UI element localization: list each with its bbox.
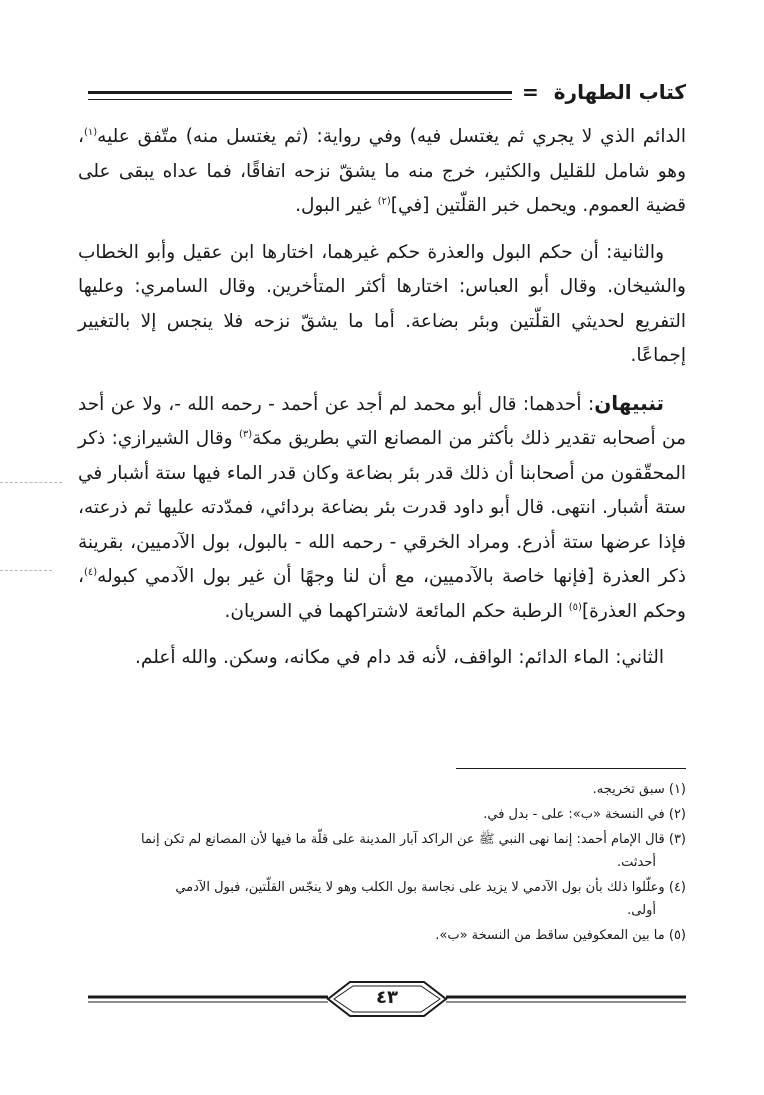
footnote-ref-2[interactable]: (٢) <box>377 195 391 207</box>
footnote-number: (٢) <box>668 807 686 822</box>
footnote-ref-5[interactable]: (٥) <box>568 601 582 613</box>
chapter-title-text: كتاب الطهارة <box>553 80 686 104</box>
paragraph-3 <box>78 386 686 630</box>
chapter-title <box>512 78 686 106</box>
tanbihan-label: تنبيهان <box>594 390 664 415</box>
footnote-3 <box>78 828 686 874</box>
footnote-text: سبق تخريجه. <box>592 782 665 797</box>
footnote-number: (٣) <box>668 832 686 847</box>
footnote-4 <box>78 876 686 922</box>
footnote-continuation: أحدثت. <box>617 855 656 870</box>
paragraph-1 <box>78 120 686 224</box>
paragraph-3-c: ، وحكم العذرة] <box>78 566 686 622</box>
footnote-number: (٥) <box>668 928 686 943</box>
paragraph-3-a: : أحدهما: قال أبو محمد لم أجد عن أحمد - رحمه الله -، ولا عن أحد من أصحابه تقدير ذلك بأكثر من المصانع التي بطريق مكة <box>78 393 686 449</box>
main-text <box>78 120 686 688</box>
header-dash: = <box>522 80 539 104</box>
scan-mark <box>0 570 52 571</box>
footnote-text: ما بين المعكوفين ساقط من النسخة «ب». <box>435 928 665 943</box>
footnote-text: وعلّلوا ذلك بأن بول الآدمي لا يزيد على نجاسة بول الكلب وهو لا ينجّس القلّتين، فبول الآدمي <box>175 880 665 895</box>
paragraph-3-d: الرطبة حكم المائعة لاشتراكهما في السريان. <box>224 600 569 622</box>
footnote-ref-3[interactable]: (٣) <box>238 428 253 440</box>
footnote-separator <box>456 768 686 769</box>
paragraph-1-end: غير البول. <box>295 195 378 216</box>
paragraph-3-b: وقال الشيرازي: ذكر المحقّقون من أصحابنا أن ذلك قدر بئر بضاعة وكان قدر الماء فيها ستة أشبار في ستة أشبار. انتهى. قال أبو داود قدرت بئر بضاعة بردائي، فمدّدته عليها ثم ذرعته، فإذا عرضها ستة أذرع. ومراد الخرقي - رحمه الله - بالبول، بول الآدميين، بقرينة ذكر العذرة [فإنها خاصة بالآدميين، مع أن لنا وجهًا أن غير بول الآدمي كبوله <box>78 428 686 587</box>
footnote-ref-1[interactable]: (١) <box>83 126 98 138</box>
footnote-number: (٤) <box>668 880 686 895</box>
page-number: ٤٣ <box>376 987 398 1008</box>
footnotes <box>78 778 686 949</box>
footnote-1 <box>78 778 686 801</box>
footnote-number: (١) <box>668 782 686 797</box>
paragraph-4 <box>78 641 686 676</box>
paragraph-1-cont: ، وهو شامل للقليل والكثير، خرج منه ما يشقّ نزحه اتفاقًا، فما عداه يبقى على قضية العموم. ويحمل خبر القلّتين [في] <box>78 126 686 216</box>
footnote-2 <box>78 803 686 826</box>
footnote-continuation: أولى. <box>627 903 656 918</box>
paragraph-1-text: الدائم الذي لا يجري ثم يغتسل فيه) وفي رواية: (ثم يغتسل منه) متّفق عليه <box>97 126 686 147</box>
footnote-5 <box>78 924 686 947</box>
scan-mark <box>0 482 62 483</box>
page-footer <box>88 980 686 1020</box>
footnote-ref-4[interactable]: (٤) <box>83 566 98 578</box>
paragraph-2 <box>78 236 686 374</box>
footnote-text: في النسخة «ب»: على - بدل في. <box>483 807 665 822</box>
running-header <box>88 78 686 110</box>
footnote-text: قال الإمام أحمد: إنما نهى النبي ﷺ عن الراكد آبار المدينة على قلّة ما فيها لأن المصانع لم تكن إنما <box>140 832 665 847</box>
paragraph-4-text: الثاني: الماء الدائم: الواقف، لأنه قد دام في مكانه، وسكن. والله أعلم. <box>135 647 664 668</box>
paragraph-2-text: والثانية: أن حكم البول والعذرة حكم غيرهما، اختارها ابن عقيل وأبو الخطاب والشيخان. وقال أبو العباس: اختارها أكثر المتأخرين. وقال السامري: وعليها التفريع لحديثي القلّتين وبئر بضاعة. أما ما يشقّ نزحه فلا ينجس إلا بالتغيير إجماعًا. <box>78 241 686 366</box>
